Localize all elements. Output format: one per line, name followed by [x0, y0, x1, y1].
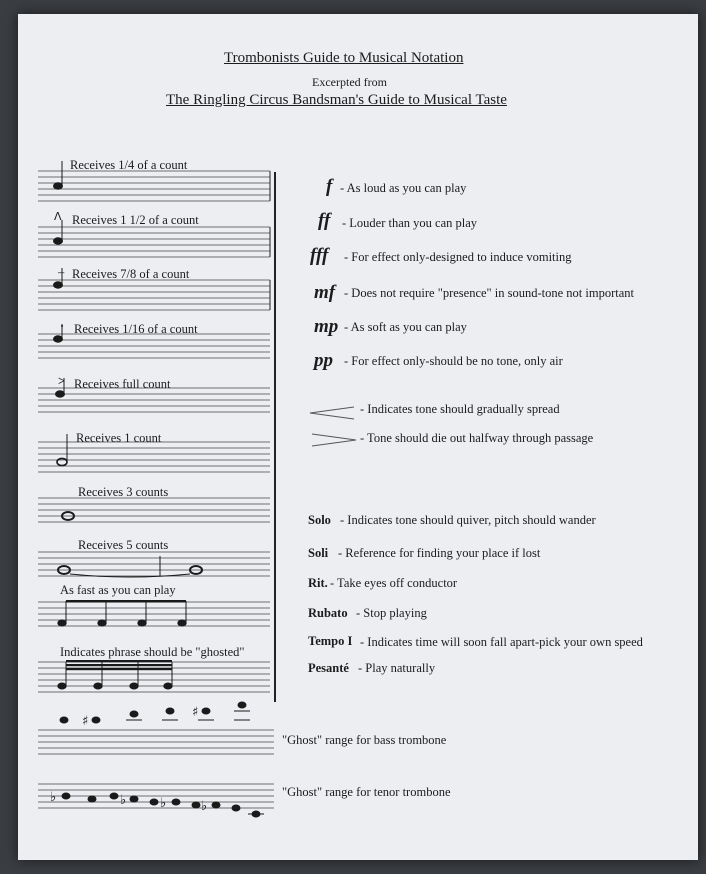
svg-text:♭: ♭: [201, 799, 208, 814]
notation-label-8: Receives 5 counts: [78, 538, 169, 552]
notation-label-10: Indicates phrase should be "ghosted": [60, 645, 245, 659]
dynamic-desc-mp: - As soft as you can play: [344, 320, 467, 334]
dynamic-desc-pp: - For effect only-should be no tone, only air: [344, 354, 563, 368]
svg-text:♯: ♯: [192, 705, 199, 720]
accent-mark-2: –: [58, 265, 65, 279]
dynamic-desc-fff: - For effect only-designed to induce vomiting: [344, 250, 572, 264]
term-pesante-desc: - Play naturally: [358, 661, 436, 675]
term-solo-desc: - Indicates tone should quiver, pitch should wander: [340, 513, 596, 527]
dynamic-desc-mf: - Does not require "presence" in sound-tone not important: [344, 286, 634, 300]
notation-label-9: As fast as you can play: [60, 583, 176, 597]
term-solo: Solo: [308, 513, 331, 527]
term-rubato: Rubato: [308, 606, 348, 620]
term-tempo-i-desc: - Indicates time will soon fall apart-pick your own speed: [360, 635, 643, 649]
term-soli-desc: - Reference for finding your place if lost: [338, 546, 541, 560]
dynamic-symbol-fff: fff: [310, 245, 329, 266]
svg-text:♭: ♭: [120, 793, 127, 808]
dynamic-symbol-mp: mp: [314, 316, 339, 337]
accent-mark-1: Λ: [54, 210, 62, 223]
page-title: Trombonists Guide to Musical Notation: [224, 50, 464, 66]
column-divider: [274, 172, 276, 702]
term-rit-desc: - Take eyes off conductor: [330, 576, 458, 590]
dynamic-symbol-ff: ff: [318, 210, 331, 231]
svg-text:♯: ♯: [82, 714, 89, 729]
notation-label-2: Receives 1 1/2 of a count: [72, 213, 199, 227]
decrescendo-desc: - Tone should die out halfway through passage: [360, 431, 594, 445]
accent-mark-4: >: [58, 374, 66, 388]
notation-label-4: Receives 1/16 of a count: [74, 322, 198, 336]
notation-label-5: Receives full count: [74, 377, 171, 391]
svg-text:♭: ♭: [50, 790, 57, 805]
notation-sheet: [18, 14, 698, 860]
decrescendo-hairpin: [312, 434, 356, 446]
term-soli: Soli: [308, 546, 329, 560]
term-rubato-desc: - Stop playing: [356, 606, 427, 620]
term-tempo-i: Tempo I: [308, 634, 353, 648]
term-rit: Rit.: [308, 576, 328, 590]
dynamic-desc-ff: - Louder than you can play: [342, 216, 478, 230]
notation-label-1: Receives 1/4 of a count: [70, 158, 188, 172]
source-title: The Ringling Circus Bandsman's Guide to Musical Taste: [166, 92, 507, 108]
notation-label-6: Receives 1 count: [76, 431, 162, 445]
page-subtitle: Excerpted from: [312, 75, 387, 89]
term-pesante: Pesanté: [308, 661, 349, 675]
dynamic-symbol-f: f: [326, 176, 333, 197]
notation-label-3: Receives 7/8 of a count: [72, 267, 190, 281]
dynamic-symbol-pp: pp: [314, 350, 333, 371]
accent-mark-3: ·: [60, 319, 65, 333]
notation-label-7: Receives 3 counts: [78, 485, 169, 499]
crescendo-desc: - Indicates tone should gradually spread: [360, 402, 560, 416]
dynamic-symbol-mf: mf: [314, 282, 336, 303]
ghost-range-bass-label: "Ghost" range for bass trombone: [282, 733, 447, 747]
dynamic-desc-f: - As loud as you can play: [340, 181, 467, 195]
svg-text:♭: ♭: [160, 796, 167, 811]
crescendo-hairpin: [310, 407, 354, 419]
ghost-range-tenor-label: "Ghost" range for tenor trombone: [282, 785, 451, 799]
